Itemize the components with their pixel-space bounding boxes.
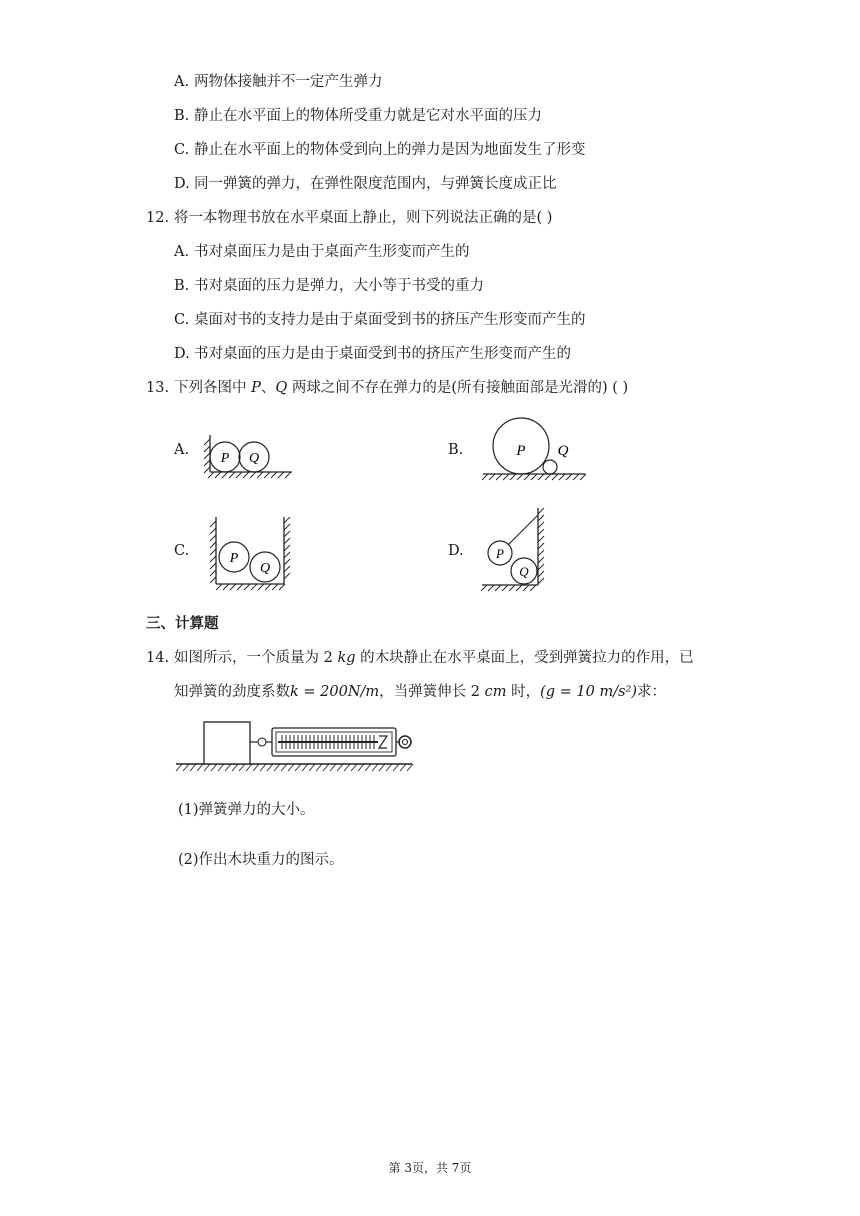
ball-p-label: P bbox=[516, 443, 526, 459]
q14-spring-figure bbox=[172, 716, 416, 776]
q12-option-a: A. 书对桌面压力是由于桌面产生形变而产生的 bbox=[174, 244, 470, 260]
ball-p-label: P bbox=[220, 451, 230, 466]
q13-figure-c-label: C. bbox=[174, 543, 190, 559]
q14-stem-line2: 知弹簧的劲度系数k = 200N/m，当弹簧伸长 2 cm 时，(g = 10 m/s²)求： bbox=[174, 684, 667, 700]
ball-q-label: Q bbox=[259, 561, 271, 576]
q13-figure-d bbox=[478, 505, 560, 597]
q11-option-b: B. 静止在水平面上的物体所受重力就是它对水平面的压力 bbox=[174, 108, 542, 124]
section-title: 三、计算题 bbox=[146, 616, 219, 632]
q13-figure-b bbox=[480, 418, 590, 486]
ball-q-label: Q bbox=[519, 564, 529, 579]
ball-p-label: P bbox=[496, 546, 504, 561]
q13-figure-b-label: B. bbox=[448, 442, 464, 458]
q11-option-d: D. 同一弹簧的弹力，在弹性限度范围内，与弹簧长度成正比 bbox=[174, 176, 557, 192]
ball-q-label: Q bbox=[557, 443, 569, 459]
ball-p-label: P bbox=[229, 551, 239, 566]
q12-option-c: C. 桌面对书的支持力是由于桌面受到书的挤压产生形变而产生的 bbox=[174, 312, 586, 328]
ball-q-label: Q bbox=[248, 451, 260, 466]
q13-stem: 13. 下列各图中 P、Q 两球之间不存在弹力的是(所有接触面部是光滑的) ( ) bbox=[146, 380, 629, 396]
q13-figure-d-label: D. bbox=[448, 543, 464, 559]
q14-sub-question-2: (2)作出木块重力的图示。 bbox=[178, 852, 344, 868]
q13-figure-a bbox=[198, 425, 298, 485]
page-footer: 第 3页，共 7页 bbox=[388, 1161, 472, 1175]
q13-figure-a-label: A. bbox=[174, 442, 190, 458]
q12-stem: 12. 将一本物理书放在水平桌面上静止，则下列说法正确的是( ) bbox=[146, 210, 553, 226]
q11-option-a: A. 两物体接触并不一定产生弹力 bbox=[174, 74, 383, 90]
q12-option-d: D. 书对桌面的压力是由于桌面受到书的挤压产生形变而产生的 bbox=[174, 346, 571, 362]
q11-option-c: C. 静止在水平面上的物体受到向上的弹力是因为地面发生了形变 bbox=[174, 142, 586, 158]
q14-stem-line1: 14. 如图所示，一个质量为 2 kg 的木块静止在水平桌面上，受到弹簧拉力的作用，已 bbox=[146, 650, 694, 666]
q12-option-b: B. 书对桌面的压力是弹力，大小等于书受的重力 bbox=[174, 278, 484, 294]
q13-figure-c bbox=[204, 512, 300, 594]
q14-sub-question-1: (1)弹簧弹力的大小。 bbox=[178, 802, 315, 818]
